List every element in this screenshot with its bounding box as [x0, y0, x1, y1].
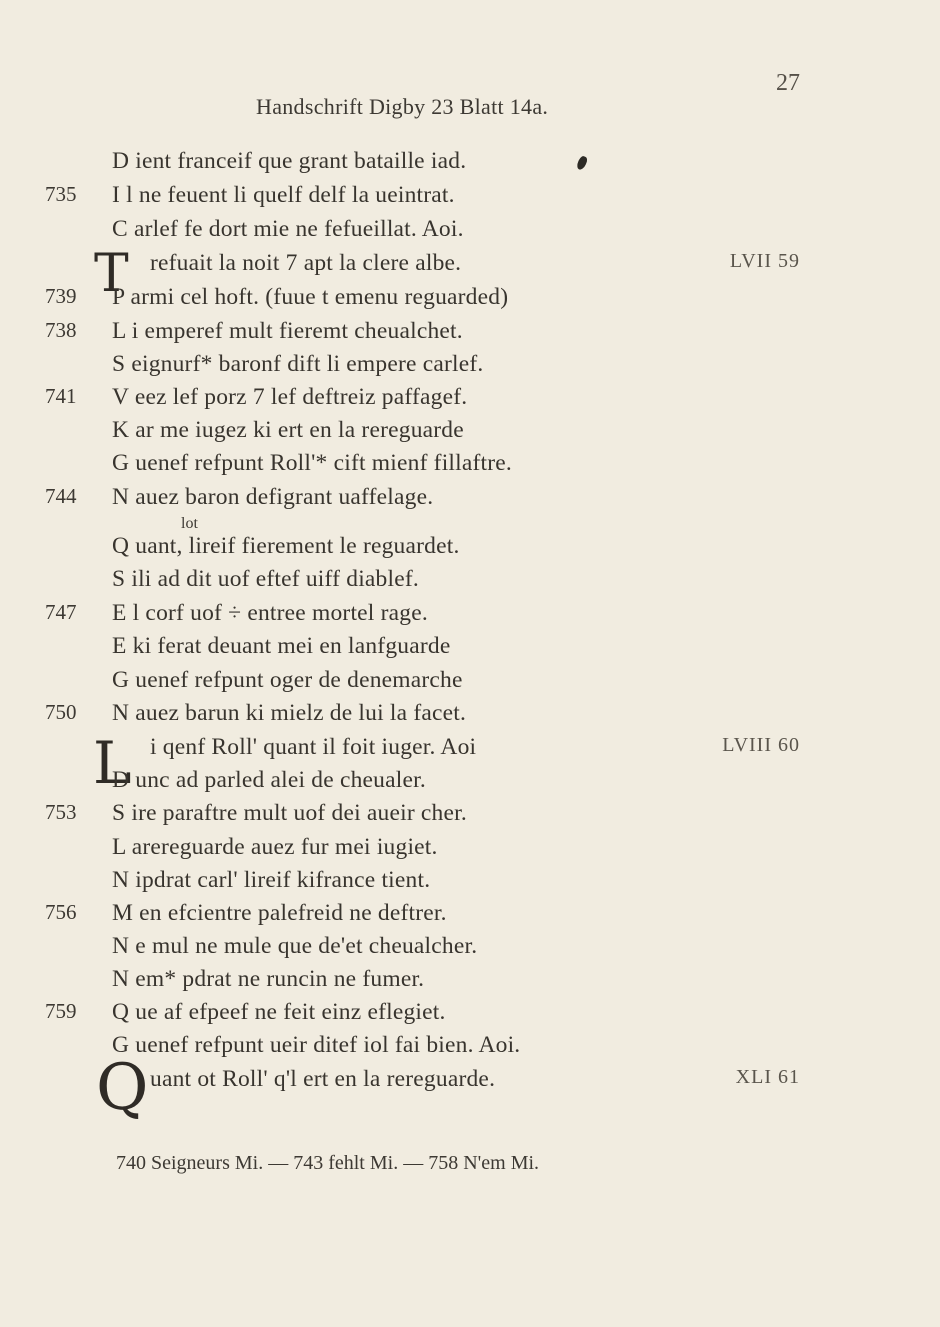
line-number: 756	[45, 900, 77, 924]
verse-line	[0, 1066, 940, 1100]
verse-text: N auez baron defigrant uaffelage.	[112, 484, 434, 510]
verse-line	[0, 566, 940, 600]
verse-line	[0, 767, 940, 801]
verse-text: G uenef refpunt ueir ditef iol fai bien. Aoi.	[112, 1032, 521, 1058]
verse-text: S ili ad dit uof eftef uiff diablef.	[112, 566, 419, 592]
verse-text: P armi cel hoft. (fuue t emenu reguarded)	[112, 284, 509, 310]
line-number: 738	[45, 318, 77, 342]
verse-line	[0, 867, 940, 901]
verse-text: G uenef refpunt oger de denemarche	[112, 667, 463, 693]
line-number: 739	[45, 284, 77, 308]
verse-text: i qenf Roll' quant il foit iuger. Aoi	[150, 734, 477, 760]
verse-line	[0, 351, 940, 385]
verse-line	[0, 600, 940, 634]
line-number: 735	[45, 182, 77, 206]
line-number: 741	[45, 384, 77, 408]
verse-text: Q uant, lireif fierement le reguardet.	[112, 533, 460, 559]
verse-line	[0, 1032, 940, 1066]
verse-text: K ar me iugez ki ert en la rereguarde	[112, 417, 464, 443]
verse-line	[0, 417, 940, 451]
verse-text: I l ne feuent li quelf delf la ueintrat.	[112, 182, 455, 208]
verse-line	[0, 900, 940, 934]
footnote: 740 Seigneurs Mi. — 743 fehlt Mi. — 758 N'em Mi.	[116, 1152, 540, 1174]
verse-line	[0, 216, 940, 250]
verse-text: E l corf uof ÷ entree mortel rage.	[112, 600, 428, 626]
verse-line	[0, 450, 940, 484]
verse-text: uant ot Roll' q'l ert en la rereguarde.	[150, 1066, 496, 1092]
verse-text: D unc ad parled alei de cheualer.	[112, 767, 426, 793]
verse-line	[0, 284, 940, 318]
verse-text: L arereguarde auez fur mei iugiet.	[112, 834, 438, 860]
verse-text: N e mul ne mule que de'et cheualcher.	[112, 933, 478, 959]
verse-text: refuait la noit 7 apt la clere albe.	[150, 250, 462, 276]
verse-text: C arlef fe dort mie ne fefueillat. Aoi.	[112, 216, 464, 242]
verse-line	[0, 250, 940, 284]
running-header: Handschrift Digby 23 Blatt 14a.	[256, 94, 549, 119]
verse-line	[0, 148, 940, 182]
line-number: 744	[45, 484, 77, 508]
verse-text: V eez lef porz 7 lef deftreiz paffagef.	[112, 384, 468, 410]
initial-l: L	[93, 729, 132, 797]
margin-mark: LVIII 60	[722, 734, 800, 756]
margin-mark: XLI 61	[735, 1066, 800, 1088]
verse-text: N ipdrat carl' lireif kifrance tient.	[112, 867, 431, 893]
verse-line	[0, 999, 940, 1033]
verse-text: M en efcientre palefreid ne deftrer.	[112, 900, 447, 926]
verse-text: G uenef refpunt Roll'* cift mienf fillaftre.	[112, 450, 512, 476]
line-number: 753	[45, 800, 77, 824]
margin-mark: LVII 59	[729, 250, 800, 272]
verse-line	[0, 533, 940, 567]
verse-line	[0, 318, 940, 352]
line-number: 750	[45, 700, 77, 724]
verse-text: S ire paraftre mult uof dei aueir cher.	[112, 800, 467, 826]
verse-text: D ient franceif que grant bataille iad.	[112, 148, 467, 174]
verse-line	[0, 933, 940, 967]
verse-text: E ki ferat deuant mei en lanfguarde	[112, 633, 451, 659]
verse-text: Q ue af efpeef ne feit einz eflegiet.	[112, 999, 446, 1025]
verse-line	[0, 700, 940, 734]
verse-line	[0, 384, 940, 418]
verse-line	[0, 484, 940, 518]
verse-text: L i emperef mult fieremt cheualchet.	[112, 318, 463, 344]
verse-line	[0, 667, 940, 701]
verse-line	[0, 734, 940, 768]
verse-line	[0, 966, 940, 1000]
verse-line	[0, 800, 940, 834]
initial-t: T	[94, 244, 129, 304]
verse-text: N auez barun ki mielz de lui la facet.	[112, 700, 467, 726]
verse-line	[0, 633, 940, 667]
line-number: 759	[45, 999, 77, 1023]
page-number: 27	[776, 70, 800, 96]
verse-text: N em* pdrat ne runcin ne fumer.	[112, 966, 425, 992]
verse-line	[0, 182, 940, 216]
initial-q: Q	[96, 1051, 149, 1125]
verse-text: S eignurf* baronf dift li empere carlef.	[112, 351, 484, 377]
interlinear-note: lot	[181, 515, 198, 532]
verse-line	[0, 834, 940, 868]
line-number: 747	[45, 600, 77, 624]
